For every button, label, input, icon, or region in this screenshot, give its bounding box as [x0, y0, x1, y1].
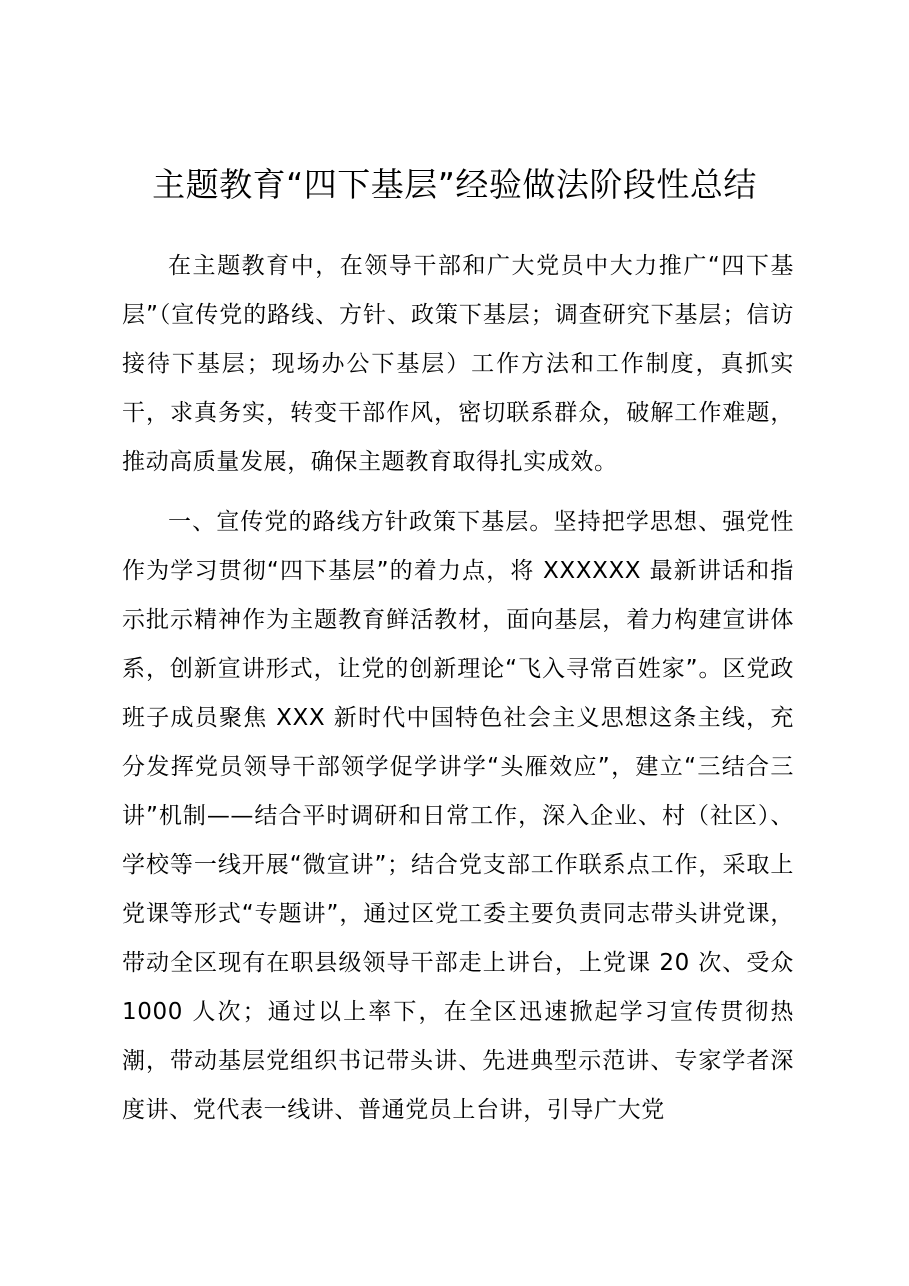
paragraph-section-one: 一、宣传党的路线方针政策下基层。坚持把学思想、强党性作为学习贯彻“四下基层”的着力点，将 XXXXXX 最新讲话和指示批示精神作为主题教育鲜活教材，面向基层，着力构建宣讲体系，创新宣讲形式，让党的创新理论“飞入寻常百姓家”。区党政班子成员聚焦 XXX 新时代中国特色社会主义思想这条主线，充分发挥党员领导干部领学促学讲学“头雁效应”，建立“三结合三讲”机制——结合平时调研和日常工作，深入企业、村（社区）、学校等一线开展“微宣讲”；结合党支部工作联系点工作，采取上党课等形式“专题讲”，通过区党工委主要负责同志带头讲党课，带动全区现有在职县级领导干部走上讲台，上党课 20 次、受众 1000 人次；通过以上率下，在全区迅速掀起学习宣传贯彻热潮，带动基层党组织书记带头讲、先进典型示范讲、专家学者深度讲、党代表一线讲、普通党员上台讲，引导广大党 [122, 509, 794, 1123]
document-title: 主题教育“四下基层”经验做法阶段性总结 [152, 165, 757, 204]
paragraph-intro: 在主题教育中，在领导干部和广大党员中大力推广“四下基层”（宣传党的路线、方针、政策下基层；调查研究下基层；信访接待下基层；现场办公下基层）工作方法和工作制度，真抓实干，求真务实，转变干部作风，密切联系群众，破解工作难题，推动高质量发展，确保主题教育取得扎实成效。 [122, 253, 794, 475]
document-body [122, 242, 794, 1135]
